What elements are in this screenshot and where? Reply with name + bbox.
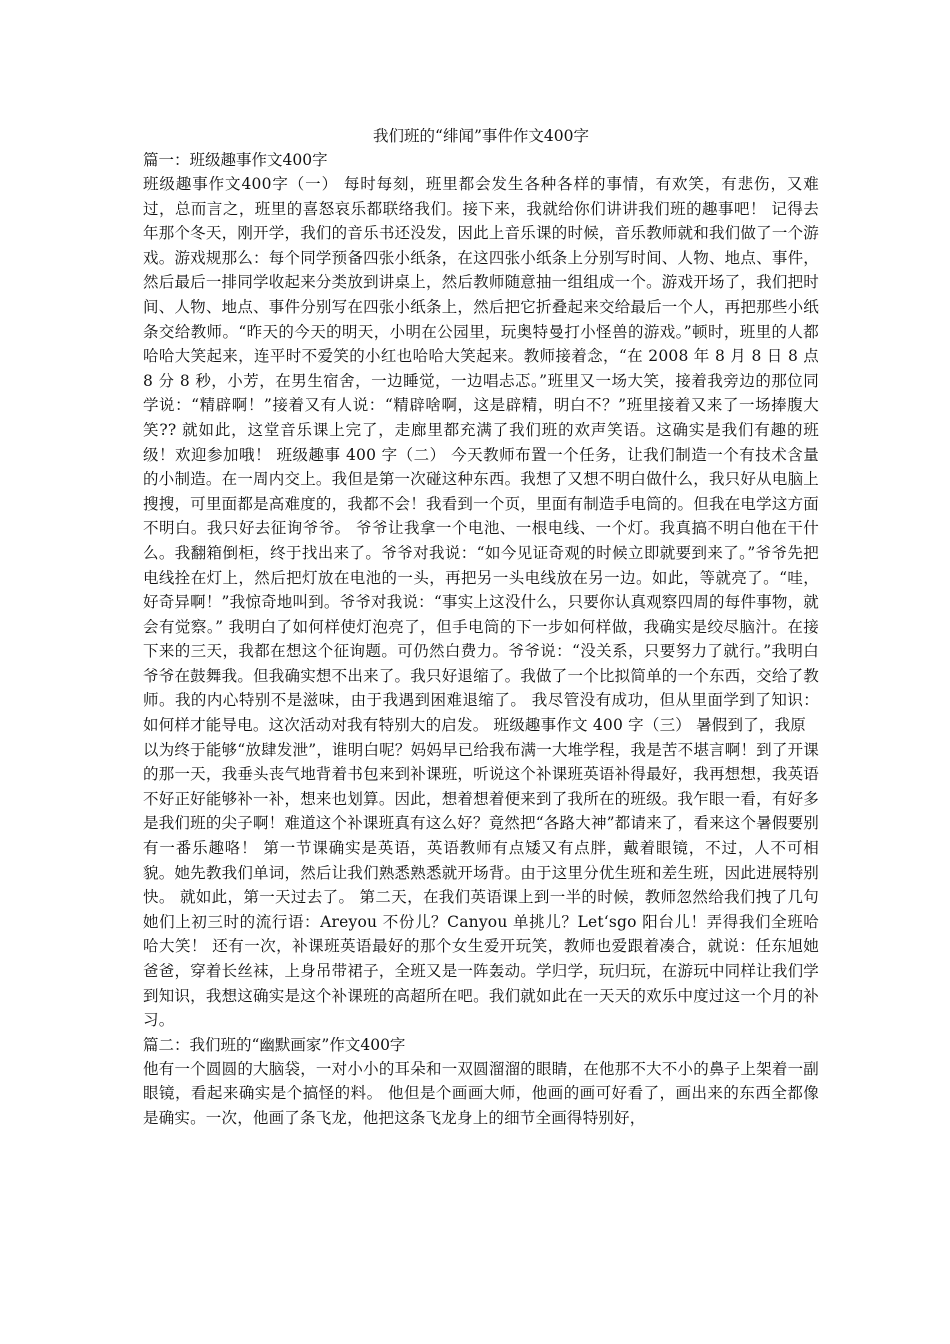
section-heading-1: 篇一：班级趣事作文400字 [143, 151, 328, 169]
paragraph: 以为终于能够“放肆发泄”，谁明白呢？妈妈早已给我布满一大堆学程，我是苦不堪言啊！到了开课的那一天，我垂头丧气地背着书包来到补课班，听说这个补课班英语补得最好，我再想想，我英语不好正好能够补一补，想来也划算。因此，想着想着便来到了我所在的班级。我乍眼一看，有好多是我们班的尖子啊！难道这个补课班真有这么好？竟然把“各路大神”都请来了，看来这个暑假要别有一番乐趣咯！ 第一节课确实是英语，英语教师有点矮又有点胖，戴着眼镜，不过，人不可相貌。她先教我们单词，然后让我们熟悉熟悉就开场背。由于这里分优生班和差生班，因此进展特别快。 就如此，第一天过去了。 第二天，在我们英语课上到一半的时候，教师忽然给我们拽了几句她们上初三时的流行语：Areyou 不份儿？Canyou 单挑儿？Let‘sgo 阳台儿！弄得我们全班哈哈大笑！ 还有一次，补课班英语最好的那个女生爱开玩笑，教师也爱跟着凑合，就说：任东旭她爸爸，穿着长丝袜，上身吊带裙子，全班又是一阵轰动。学归学，玩归玩，在游玩中同样让我们学到知识，我想这确实是这个补课班的高超所在吧。我们就如此在一天天的欢乐中度过这一个月的补习。 [143, 740, 819, 1030]
paragraph: 班级趣事作文400字（一） 每时每刻，班里都会发生各种各样的事情，有欢笑，有悲伤，又难过，总而言之，班里的喜怒哀乐都联络我们。接下来，我就给你们讲讲我们班的趣事吧！ 记得去年那个冬天，刚开学，我们的音乐书还没发，因此上音乐课的时候，音乐教师就和我们做了一个游戏。游戏规那么：每个同学预备四张小纸条，在这四张小纸条上分别写时间、人物、地点、事件，然后最后一排同学收起来分类放到讲桌上，然后教师随意抽一组组成一个。游戏开场了，我们把时间、人物、地点、事件分别写在四张小纸条上，然后把它折叠起来交给最后一个人，再把那些小纸条交给教师。“昨天的今天的明天，小明在公园里，玩奥特曼打小怪兽的游戏。”顿时，班里的人都哈哈大笑起来，连平时不爱笑的小红也哈哈大笑起来。教师接着念，“在 2008 年 8 月 8 日 8 点 8 分 8 秒，小芳，在男生宿舍，一边睡觉，一边唱忐忑。”班里又一场大笑，接着我旁边的那位同学说：“精辟啊！”接着又有人说：“精辟啥啊，这是辟精，明白不？”班里接着又来了一场捧腹大笑?? 就如此，这堂音乐课上完了，走廊里都充满了我们班的欢声笑语。这确实是我们有趣的班级！欢迎参加哦！ 班级趣事 400 字（二） 今天教师布置一个任务，让我们制造一个有技术含量的小制造。在一周内交上。我但是第一次碰这种东西。我想了又想不明白做什么，我只好从电脑上搜搜，可里面都是高难度的，我都不会！我看到一个页，里面有制造手电筒的。但我在电学这方面不明白。我只好去征询爷爷。 爷爷让我拿一个电池、一根电线、一个灯。我真搞不明白他在干什么。我翻箱倒柜，终于找出来了。爷爷对我说：“如今见证奇观的时候立即就要到来了。”爷爷先把电线拴在灯上，然后把灯放在电池的一头，再把另一头电线放在另一边。如此，等就亮了。“哇，好奇异啊！”我惊奇地叫到。爷爷对我说：“事实上这没什么，只要你认真观察四周的每件事物，就会有觉察。” 我明白了如何样使灯泡亮了，但手电筒的下一步如何样做，我确实是绞尽脑汁。在接下来的三天，我都在想这个征询题。可仍然白费力。爷爷说：“没关系，只要努力了就行。”我明白爷爷在鼓舞我。但我确实想不出来了。我只好退缩了。我做了一个比拟简单的一个东西，交给了教师。我的内心特别不是滋味，由于我遇到困难退缩了。 我尽管没有成功，但从里面学到了知识：如何样才能导电。这次活动对我有特别大的启发。 班级趣事作文 400 字（三） 暑假到了，我原 [143, 175, 819, 735]
page-title: 我们班的“绯闻”事件作文400字 [373, 127, 589, 145]
paragraph: 他有一个圆圆的大脑袋，一对小小的耳朵和一双圆溜溜的眼睛，在他那不大不小的鼻子上架着一副眼镜，看起来确实是个搞怪的料。 他但是个画画大师，他画的画可好看了，画出来的东西全都像是确实。一次，他画了条飞龙，他把这条飞龙身上的细节全画得特别好， [143, 1059, 819, 1127]
section-heading-2: 篇二：我们班的“幽默画家”作文400字 [143, 1035, 406, 1054]
document-page [143, 124, 819, 1131]
